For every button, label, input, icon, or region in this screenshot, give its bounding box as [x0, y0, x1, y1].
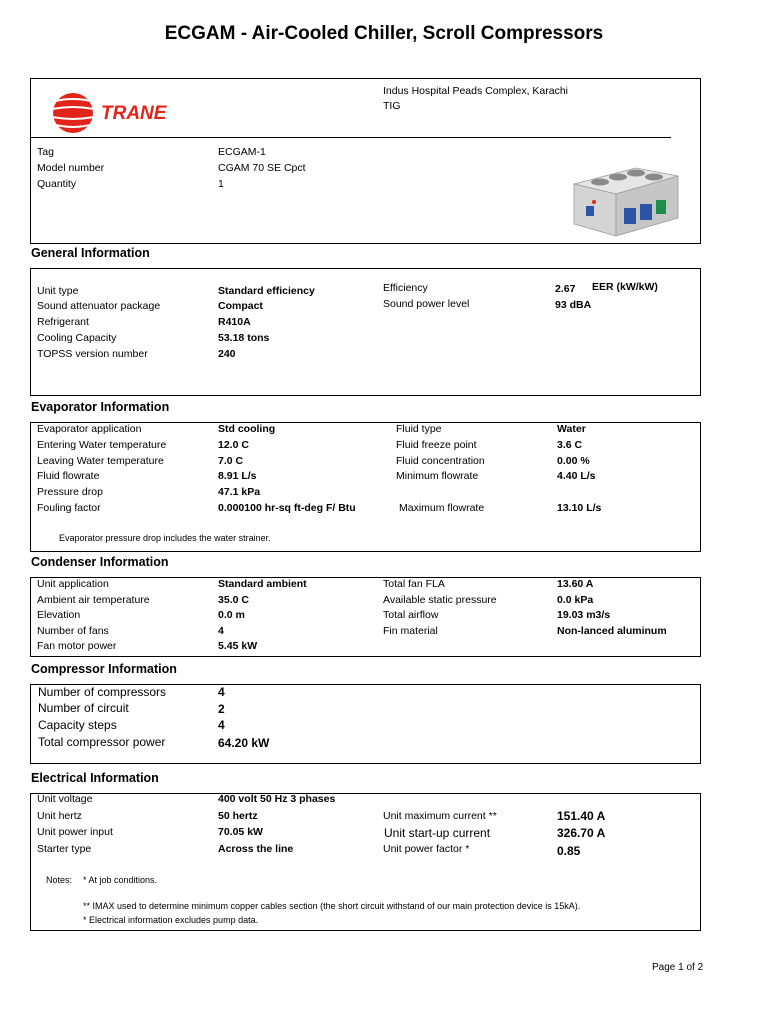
fan-motor-power-value: 5.45 kW	[218, 640, 258, 652]
page-title: ECGAM - Air-Cooled Chiller, Scroll Compressors	[164, 23, 604, 44]
note-job-conditions: * At job conditions.	[83, 875, 158, 885]
minimum-flowrate-value: 4.40 L/s	[557, 470, 596, 482]
starter-type-label: Starter type	[37, 843, 92, 855]
pressure-drop-value: 47.1 kPa	[218, 486, 261, 498]
total-fan-fla-label: Total fan FLA	[383, 578, 445, 590]
unit-type-label: Unit type	[37, 285, 79, 297]
number-of-fans-value: 4	[218, 625, 224, 637]
unit-hertz-label: Unit hertz	[37, 810, 82, 822]
unit-max-current-value: 151.40 A	[557, 809, 606, 823]
note-pump-data: * Electrical information excludes pump data.	[83, 915, 259, 925]
cooling-capacity-value: 53.18 tons	[218, 332, 270, 344]
num-circuit-label: Number of circuit	[38, 701, 129, 715]
sound-power-value: 93 dBA	[555, 299, 592, 311]
trane-logo-text: TRANE	[101, 103, 167, 124]
fouling-factor-value: 0.000100 hr-sq ft-deg F/ Btu	[218, 502, 356, 514]
sound-power-label: Sound power level	[383, 298, 470, 310]
efficiency-value: 2.67	[555, 283, 576, 295]
sound-attenuator-label: Sound attenuator package	[37, 300, 161, 312]
pressure-drop-label: Pressure drop	[37, 486, 103, 498]
general-info-heading: General Information	[31, 246, 150, 260]
evap-application-value: Std cooling	[218, 423, 276, 435]
page-number: Page 1 of 2	[652, 962, 704, 973]
fan-motor-power-label: Fan motor power	[37, 640, 117, 652]
electrical-info-heading: Electrical Information	[31, 771, 159, 785]
project-name: Indus Hospital Peads Complex, Karachi	[383, 85, 569, 97]
unit-startup-current-value: 326.70 A	[557, 826, 606, 840]
quantity-value: 1	[218, 178, 224, 190]
evaporator-note: Evaporator pressure drop includes the water strainer.	[59, 533, 271, 543]
company-name: TIG	[383, 100, 401, 112]
condenser-info-heading: Condenser Information	[31, 555, 169, 569]
total-compressor-power-value: 64.20 kW	[218, 736, 270, 750]
num-compressors-label: Number of compressors	[38, 685, 167, 699]
tag-value: ECGAM-1	[218, 146, 266, 158]
leaving-water-value: 7.0 C	[218, 455, 244, 467]
unit-power-factor-value: 0.85	[557, 844, 581, 858]
model-label: Model number	[37, 162, 105, 174]
total-compressor-power-label: Total compressor power	[38, 735, 166, 749]
chiller-unit-image	[566, 162, 686, 242]
minimum-flowrate-label: Minimum flowrate	[396, 470, 479, 482]
elevation-label: Elevation	[37, 609, 81, 621]
leaving-water-label: Leaving Water temperature	[37, 455, 164, 467]
fluid-freeze-value: 3.6 C	[557, 439, 583, 451]
header-divider	[30, 137, 671, 138]
num-compressors-value: 4	[218, 685, 225, 699]
topss-version-value: 240	[218, 348, 236, 360]
fluid-concentration-value: 0.00 %	[557, 455, 590, 467]
tag-label: Tag	[37, 146, 54, 158]
trane-logo	[52, 92, 182, 134]
maximum-flowrate-value: 13.10 L/s	[557, 502, 602, 514]
fluid-freeze-label: Fluid freeze point	[396, 439, 477, 451]
refrigerant-label: Refrigerant	[37, 316, 89, 328]
notes-label: Notes:	[46, 875, 73, 885]
entering-water-label: Entering Water temperature	[37, 439, 167, 451]
refrigerant-value: R410A	[218, 316, 251, 328]
unit-type-value: Standard efficiency	[218, 285, 315, 297]
unit-power-input-label: Unit power input	[37, 826, 113, 838]
unit-application-label: Unit application	[37, 578, 109, 590]
capacity-steps-value: 4	[218, 718, 225, 732]
topss-version-label: TOPSS version number	[37, 348, 148, 360]
static-pressure-value: 0.0 kPa	[557, 594, 594, 606]
unit-power-input-value: 70.05 kW	[218, 826, 263, 838]
efficiency-label: Efficiency	[383, 282, 428, 294]
unit-application-value: Standard ambient	[218, 578, 307, 590]
sound-attenuator-value: Compact	[218, 300, 263, 312]
elevation-value: 0.0 m	[218, 609, 245, 621]
unit-hertz-value: 50 hertz	[218, 810, 258, 822]
fin-material-label: Fin material	[383, 625, 438, 637]
total-airflow-value: 19.03 m3/s	[557, 609, 611, 621]
evap-application-label: Evaporator application	[37, 423, 142, 435]
fin-material-value: Non-lanced aluminum	[557, 625, 667, 637]
unit-voltage-label: Unit voltage	[37, 793, 93, 805]
fluid-type-value: Water	[557, 423, 586, 435]
compressor-info-heading: Compressor Information	[31, 662, 177, 676]
fluid-type-label: Fluid type	[396, 423, 442, 435]
fluid-flowrate-value: 8.91 L/s	[218, 470, 257, 482]
entering-water-value: 12.0 C	[218, 439, 249, 451]
maximum-flowrate-label: Maximum flowrate	[399, 502, 485, 514]
total-fan-fla-value: 13.60 A	[557, 578, 594, 590]
unit-power-factor-label: Unit power factor *	[383, 843, 470, 855]
evaporator-info-heading: Evaporator Information	[31, 400, 170, 414]
efficiency-unit: EER (kW/kW)	[592, 281, 658, 293]
fluid-flowrate-label: Fluid flowrate	[37, 470, 100, 482]
unit-max-current-label: Unit maximum current **	[383, 810, 497, 822]
quantity-label: Quantity	[37, 178, 77, 190]
starter-type-value: Across the line	[218, 843, 294, 855]
ambient-air-label: Ambient air temperature	[37, 594, 150, 606]
fluid-concentration-label: Fluid concentration	[396, 455, 485, 467]
ambient-air-value: 35.0 C	[218, 594, 249, 606]
static-pressure-label: Available static pressure	[383, 594, 497, 606]
cooling-capacity-label: Cooling Capacity	[37, 332, 117, 344]
fouling-factor-label: Fouling factor	[37, 502, 101, 514]
num-circuit-value: 2	[218, 702, 225, 716]
model-value: CGAM 70 SE Cpct	[218, 162, 306, 174]
unit-startup-current-label: Unit start-up current	[384, 826, 491, 840]
total-airflow-label: Total airflow	[383, 609, 439, 621]
number-of-fans-label: Number of fans	[37, 625, 109, 637]
unit-voltage-value: 400 volt 50 Hz 3 phases	[218, 793, 336, 805]
note-imax: ** IMAX used to determine minimum copper cables section (the short circuit withstand of our main protection device is 15kA).	[83, 901, 581, 911]
capacity-steps-label: Capacity steps	[38, 718, 117, 732]
